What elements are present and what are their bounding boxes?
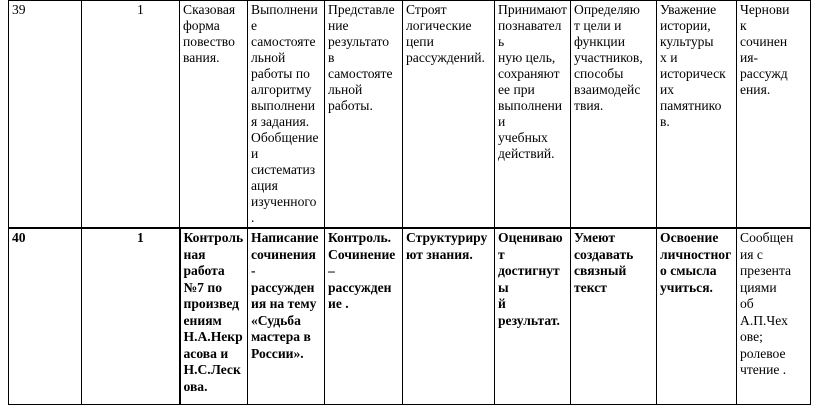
- activity-cell: [248, 228, 325, 405]
- hours: 1: [137, 230, 144, 245]
- hours: 1: [137, 2, 144, 17]
- communicative-cell: [571, 228, 657, 405]
- regulative: Принимают познаватель ную цель, сохраняют ее при выполнении учебных действий.: [498, 2, 567, 161]
- personal: Уважение истории, культуры х и историческ их памятнико в.: [660, 2, 726, 129]
- homework-cell: [737, 228, 811, 405]
- table-row: [9, 228, 811, 405]
- cognitive-cell: [403, 228, 495, 405]
- communicative-cell: [571, 1, 657, 229]
- cognitive-cell: [403, 1, 495, 229]
- cognitive: Строят логические цепи рассуждений.: [406, 2, 485, 65]
- hours-cell: [82, 228, 180, 405]
- communicative: Определяю т цели и функции участников, способы взаимодейс твия.: [574, 2, 643, 113]
- hours-cell: [82, 1, 180, 229]
- topic: Сказовая форма повество вания.: [183, 2, 236, 65]
- lesson-number-cell: [9, 1, 82, 229]
- topic: Контроль ная работа №7 по произвед ениям Н.А.Некр асова и Н.С.Леск ова.: [183, 230, 244, 394]
- content: Представле ние результато в самостояте льной работы.: [328, 2, 395, 113]
- table-row: [9, 1, 811, 229]
- regulative-cell: [495, 1, 571, 229]
- regulative: Оценивают достигнуты й результат.: [498, 230, 563, 328]
- content-cell: [325, 228, 403, 405]
- personal-cell: [657, 1, 737, 229]
- activity: Выполнени е самостояте льной работы по алгоритму выполнени я задания. Обобщение и систематиз ация изученного .: [251, 2, 319, 225]
- activity: Написание сочинения - рассужден ия на тему «Судьба мастера в России».: [251, 230, 319, 361]
- lesson-number: 40: [12, 230, 26, 245]
- personal: Освоение личностног о смысла учиться.: [660, 230, 732, 295]
- cognitive: Структуриру ют знания.: [406, 230, 488, 262]
- lesson-number-cell: [9, 228, 82, 405]
- topic-cell: [180, 228, 248, 405]
- personal-cell: [657, 228, 737, 405]
- homework: Чернови к сочинен ия- рассужд ения.: [740, 2, 790, 97]
- homework: Сообщен ия с презента циями об А.П.Чех ове; ролевое чтение .: [740, 230, 794, 377]
- communicative: Умеют создавать связный текст: [574, 230, 634, 295]
- content: Контроль. Сочинение – рассужден ие .: [328, 230, 396, 311]
- activity-cell: [248, 1, 325, 229]
- lesson-number: 39: [12, 2, 26, 17]
- regulative-cell: [495, 228, 571, 405]
- topic-cell: [180, 1, 248, 229]
- homework-cell: [737, 1, 811, 229]
- content-cell: [325, 1, 403, 229]
- lesson-plan-table: [8, 0, 811, 405]
